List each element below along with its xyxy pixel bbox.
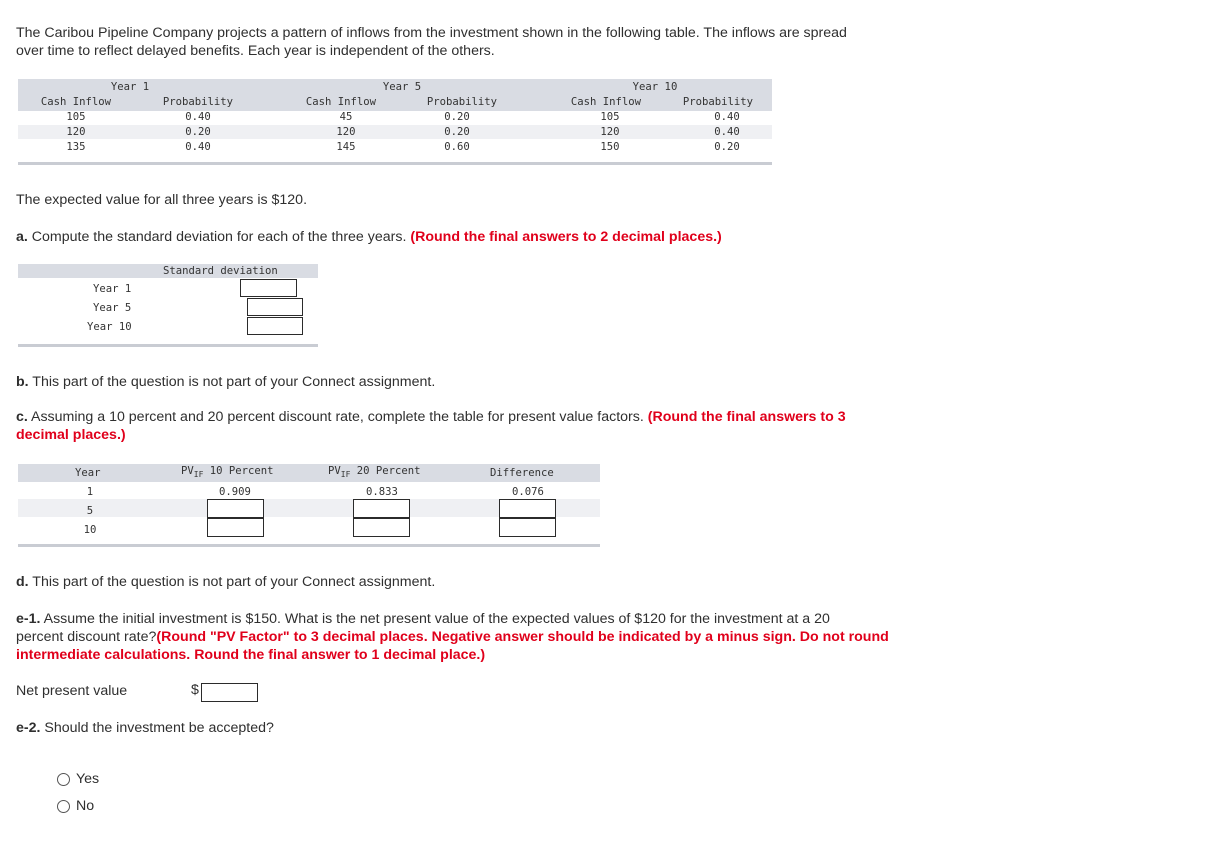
pv10-year5-input[interactable]	[207, 499, 264, 518]
part-e1-line3-note: intermediate calculations. Round the final answer to 1 decimal place.)	[16, 647, 486, 663]
npv-currency-symbol: $	[191, 682, 199, 698]
part-a-note: (Round the final answers to 2 decimal places.)	[410, 229, 722, 245]
year10-prob-1: 0.40	[714, 111, 740, 123]
part-d-text-line	[16, 573, 435, 591]
year5-prob-3: 0.60	[444, 141, 470, 153]
year10-inflow-3: 150	[600, 141, 620, 153]
difference-year10-input[interactable]	[499, 518, 556, 537]
std-dev-year1-input[interactable]	[240, 279, 297, 297]
std-dev-col-header: Standard deviation	[163, 265, 278, 277]
year1-inflow-2: 120	[66, 126, 86, 138]
pv-col-20-percent	[328, 465, 421, 479]
year1-group-title: Year 1	[110, 81, 150, 93]
pv-col-year: Year	[75, 467, 101, 479]
part-a-text: Compute the standard deviation for each of the three years.	[27, 229, 411, 245]
year10-prob-3: 0.20	[714, 141, 740, 153]
std-dev-row-label-year1: Year 1	[93, 283, 132, 295]
pv-row10-year: 10	[83, 524, 97, 536]
difference-year5-input[interactable]	[499, 499, 556, 518]
pv-col-difference: Difference	[490, 467, 554, 479]
year5-cash-inflow-header: Cash Inflow	[305, 96, 377, 108]
radio-no-label[interactable]: No	[76, 798, 95, 814]
radio-yes-button[interactable]	[57, 773, 70, 786]
year5-prob-2: 0.20	[444, 126, 470, 138]
part-e2-prompt	[16, 719, 274, 737]
year5-prob-1: 0.20	[444, 111, 470, 123]
year5-inflow-3: 145	[336, 141, 356, 153]
pv10-year10-input[interactable]	[207, 518, 264, 537]
inflow-table-bottom-rule	[18, 162, 772, 165]
part-c-note-line1: (Round the final answers to 3	[647, 409, 846, 425]
year10-group-title: Year 10	[632, 81, 678, 93]
part-e1-line2	[16, 628, 889, 646]
std-dev-row-label-year10: Year 10	[87, 321, 132, 333]
year1-probability-header: Probability	[162, 96, 234, 108]
year1-prob-2: 0.20	[185, 126, 211, 138]
npv-input[interactable]	[201, 683, 258, 702]
part-e1-line2-plain: percent discount rate?	[16, 629, 157, 645]
part-c-note-line2: decimal places.)	[16, 427, 126, 443]
year1-prob-1: 0.40	[185, 111, 211, 123]
std-dev-bottom-rule	[18, 344, 318, 347]
std-dev-row-label-year5: Year 5	[93, 302, 132, 314]
std-dev-year10-input[interactable]	[247, 317, 303, 335]
year10-inflow-2: 120	[600, 126, 620, 138]
npv-label: Net present value	[16, 683, 128, 699]
part-c-label: c.	[16, 409, 28, 425]
part-a-label: a.	[16, 229, 28, 245]
part-e1-line1	[16, 610, 830, 628]
part-d-label: d.	[16, 574, 29, 590]
radio-yes-label[interactable]: Yes	[76, 771, 100, 787]
part-e1-label: e-1.	[16, 611, 41, 627]
year5-group-title: Year 5	[382, 81, 422, 93]
pv10-prefix: PV	[181, 465, 194, 477]
pv10-suffix: 10 Percent	[203, 465, 274, 477]
pv20-year5-input[interactable]	[353, 499, 410, 518]
year10-prob-2: 0.40	[714, 126, 740, 138]
pv-row1-10-percent: 0.909	[219, 486, 251, 498]
pv20-prefix: PV	[328, 465, 341, 477]
year10-inflow-1: 105	[600, 111, 620, 123]
part-a-prompt	[16, 228, 722, 246]
pv-row1-20-percent: 0.833	[366, 486, 398, 498]
expected-value-text: The expected value for all three years is $120.	[16, 192, 308, 208]
year5-inflow-2: 120	[336, 126, 356, 138]
intro-line-2: over time to reflect delayed benefits. Each year is independent of the others.	[16, 43, 495, 59]
year5-inflow-1: 45	[339, 111, 353, 123]
pv-row5-year: 5	[86, 505, 94, 517]
pv20-year10-input[interactable]	[353, 518, 410, 537]
intro-line-1: The Caribou Pipeline Company projects a pattern of inflows from the investment shown in the following table. The inflows are spread	[16, 25, 847, 41]
part-e2-label: e-2.	[16, 720, 41, 736]
year1-prob-3: 0.40	[185, 141, 211, 153]
year5-probability-header: Probability	[426, 96, 498, 108]
part-c-prompt-line1	[16, 408, 846, 426]
part-b-text-line	[16, 373, 435, 391]
pv-row1-year: 1	[86, 486, 94, 498]
part-e1-text: Assume the initial investment is $150. What is the net present value of the expected values of $120 for the investment at a 20	[40, 611, 830, 627]
pv-col-10-percent	[181, 465, 274, 479]
part-e1-line2-note: (Round "PV Factor" to 3 decimal places. Negative answer should be indicated by a minus sign. Do not round	[156, 629, 889, 645]
pv-bottom-rule	[18, 544, 600, 547]
year10-cash-inflow-header: Cash Inflow	[570, 96, 642, 108]
part-b-label: b.	[16, 374, 29, 390]
pv10-subscript: IF	[193, 470, 204, 479]
year1-inflow-3: 135	[66, 141, 86, 153]
pv-row1-difference: 0.076	[512, 486, 544, 498]
pv20-subscript: IF	[340, 470, 351, 479]
year1-inflow-1: 105	[66, 111, 86, 123]
part-b-text: This part of the question is not part of your Connect assignment.	[28, 374, 436, 390]
part-e2-text: Should the investment be accepted?	[40, 720, 274, 736]
year1-cash-inflow-header: Cash Inflow	[40, 96, 112, 108]
inflow-table-row-band	[18, 125, 772, 139]
part-c-text: Assuming a 10 percent and 20 percent discount rate, complete the table for present value factors.	[27, 409, 648, 425]
year10-probability-header: Probability	[682, 96, 754, 108]
pv20-suffix: 20 Percent	[350, 465, 421, 477]
radio-no-button[interactable]	[57, 800, 70, 813]
part-d-text: This part of the question is not part of your Connect assignment.	[28, 574, 436, 590]
std-dev-year5-input[interactable]	[247, 298, 303, 316]
